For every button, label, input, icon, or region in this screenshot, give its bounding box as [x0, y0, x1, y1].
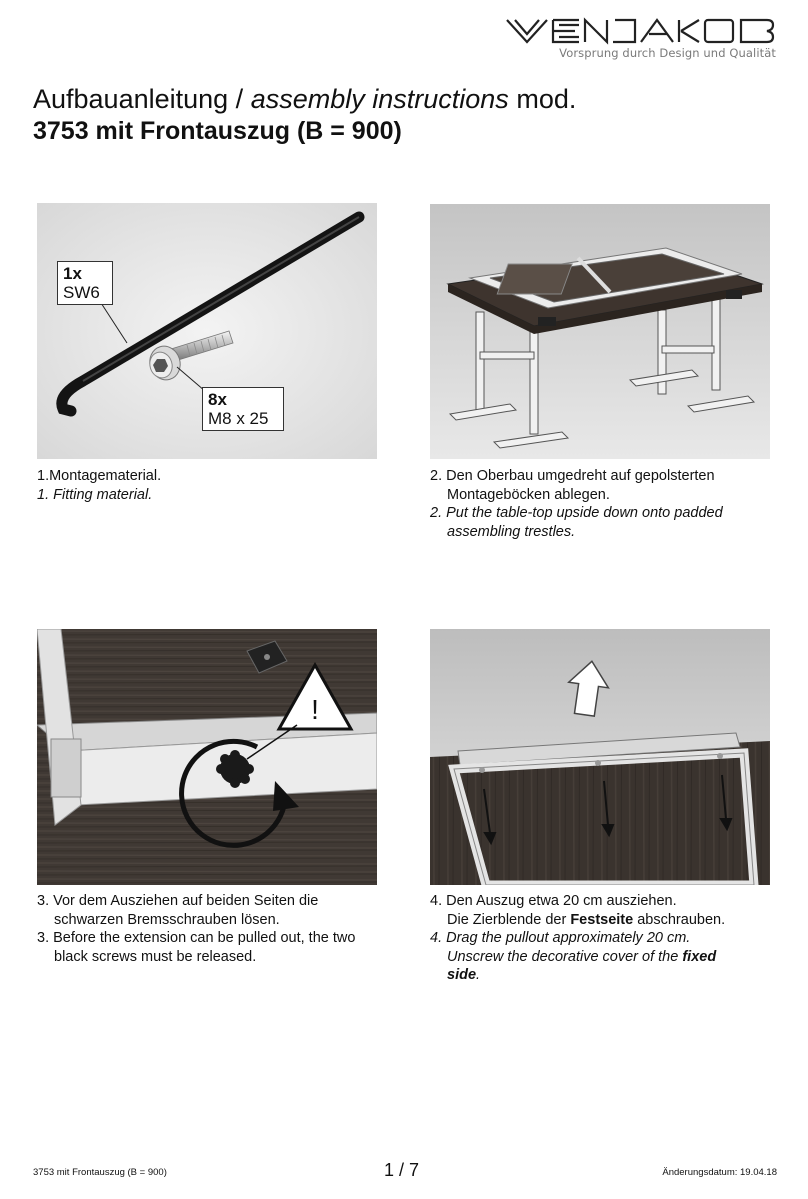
title-de: Aufbauanleitung / — [33, 84, 244, 114]
caption-de: 3. Vor dem Ausziehen auf beiden Seiten die — [37, 893, 319, 909]
step1-image — [37, 203, 377, 459]
title-mod: mod. — [516, 84, 577, 114]
step4-caption — [430, 892, 725, 985]
caption-de — [430, 911, 725, 930]
caption-text: . — [476, 967, 481, 983]
caption-de: 4. Den Auszug etwa 20 cm ausziehen. — [430, 893, 677, 909]
caption-en: 2. Put the table-top upside down onto padded — [430, 505, 723, 521]
caption-bold: side — [447, 967, 477, 983]
page-number: 1 / 7 — [384, 1160, 420, 1180]
step4-image — [430, 629, 770, 885]
caption-text: Unscrew the decorative cover of the — [447, 948, 679, 965]
caption-bold: Festseite — [570, 911, 634, 928]
footer-model: 3753 mit Frontauszug (B = 900) — [33, 1167, 167, 1178]
footer-date: Änderungsdatum: 19.04.18 — [662, 1167, 777, 1178]
label-bolt — [202, 387, 284, 431]
caption-text: abschrauben. — [637, 911, 726, 928]
step3-caption — [37, 892, 355, 966]
caption-en — [430, 966, 725, 985]
caption-en: assembling trestles. — [447, 523, 576, 540]
caption-en: 3. Before the extension can be pulled out, the two — [37, 930, 356, 946]
step2-image — [430, 204, 770, 460]
caption-bold: fixed — [682, 948, 717, 965]
caption-en: black screws must be released. — [54, 948, 257, 965]
label-allen-key — [57, 261, 113, 305]
label-text: M8 x 25 — [208, 409, 269, 428]
label-text: SW6 — [63, 283, 100, 302]
caption-de: Montageböcken ablegen. — [447, 486, 610, 503]
caption-en — [430, 948, 725, 967]
caption-en: 1. Fitting material. — [37, 486, 153, 503]
tagline: Vorsprung durch Design und Qualität — [559, 46, 776, 60]
label-qty: 1x — [63, 264, 82, 283]
label-qty: 8x — [208, 390, 227, 409]
caption-de: 2. Den Oberbau umgedreht auf gepolsterten — [430, 468, 715, 484]
step2-caption — [430, 467, 723, 541]
title-en: assembly instructions — [250, 84, 509, 114]
title-line-1 — [33, 84, 576, 115]
title-line-2: 3753 mit Frontauszug (B = 900) — [33, 117, 402, 145]
warning-symbol: ! — [311, 694, 319, 725]
brand-text: VENJAKOB — [641, 31, 647, 32]
step3-image — [37, 629, 377, 885]
caption-de: schwarzen Bremsschrauben lösen. — [54, 911, 280, 928]
caption-de: 1.Montagematerial. — [37, 468, 162, 484]
step1-caption — [37, 467, 161, 504]
caption-en: 4. Drag the pullout approximately 20 cm. — [430, 930, 691, 946]
caption-text: Die Zierblende der — [447, 911, 567, 928]
